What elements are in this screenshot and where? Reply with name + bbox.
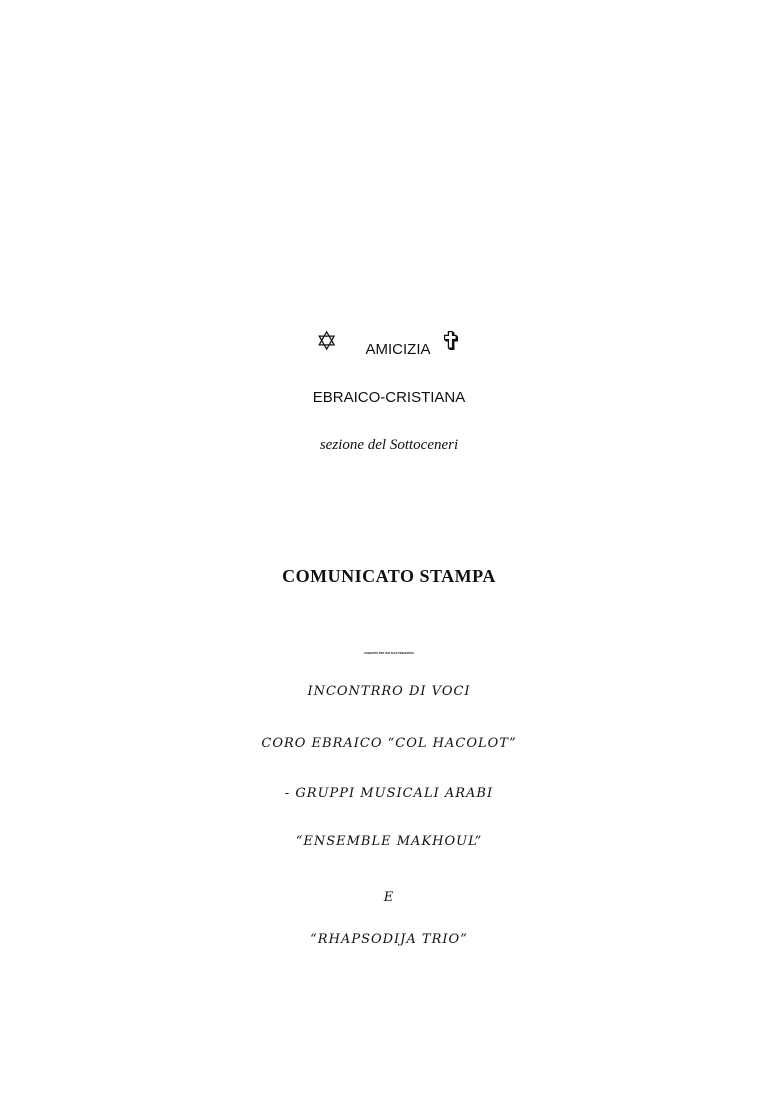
invitation-intro — [0, 176, 778, 193]
cross-icon: ✞ — [440, 327, 463, 357]
star-of-david-icon: ✡ — [315, 327, 338, 357]
organization-name-line1 — [0, 322, 778, 370]
press-release-heading: COMUNICATO STAMPA — [282, 566, 496, 586]
concert-line: - GRUPPI MUSICALI ARABI — [284, 786, 494, 801]
concert-line: CORO EBRAICO “COL HACOLOT” — [261, 736, 517, 751]
organization-section: sezione del Sottoceneri — [319, 437, 459, 453]
concert-line: “RHAPSODIJA TRIO” — [310, 932, 468, 947]
concert-line: INCONTRRO DI VOCI — [307, 684, 471, 699]
organization-name-line2: EBRAICO-CRISTIANA — [312, 389, 466, 406]
conference-1 — [0, 203, 778, 220]
venue-address — [0, 248, 778, 264]
venue-time — [0, 265, 778, 281]
organization-name-amicizia: AMICIZIA — [365, 341, 431, 358]
concert-line: “ENSEMBLE MAKHOUL” — [295, 834, 483, 849]
exhibition-location — [0, 124, 778, 144]
exhibition-hours — [0, 104, 778, 124]
concert-line: E — [383, 890, 395, 905]
organization-seat — [0, 496, 778, 509]
concert-title: CONCERTO PER UNA PACE PREVENTIVA — [363, 652, 415, 655]
conference-2 — [0, 220, 778, 237]
committee-members — [0, 476, 778, 489]
